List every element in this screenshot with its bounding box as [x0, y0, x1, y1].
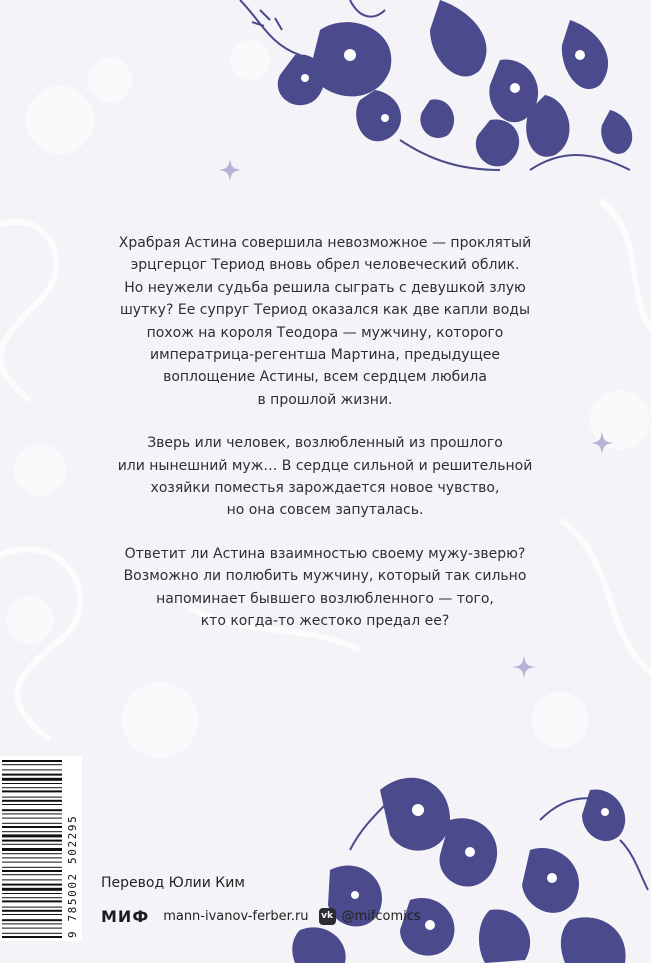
barcode-bar [2, 840, 62, 842]
blurb-paragraph-2 [110, 432, 540, 522]
barcode-bar [2, 870, 62, 872]
barcode-bar [2, 884, 62, 886]
blurb-line: Возможно ли полюбить мужчину, который так сильно [123, 568, 527, 585]
publisher-website[interactable]: mann-ivanov-ferber.ru [163, 908, 309, 924]
barcode-bar [2, 923, 62, 924]
barcode-bar [2, 910, 62, 912]
barcode-bar [2, 933, 62, 934]
barcode-bar [2, 897, 62, 898]
barcode-bar [2, 844, 62, 845]
barcode-bar [2, 888, 62, 891]
barcode-bar [2, 818, 62, 819]
social-handle[interactable]: @mifcomics [341, 908, 421, 924]
barcode-bar [2, 914, 62, 915]
barcode-bar [2, 813, 62, 814]
blurb-paragraph-1 [110, 232, 540, 411]
barcode-bar [2, 893, 62, 894]
barcode-bar [2, 769, 62, 770]
blurb-line: шутку? Ее супруг Териод оказался как две капли воды [119, 302, 531, 319]
barcode-bar [2, 787, 62, 788]
publisher-logo: МИФ [101, 906, 150, 926]
barcode-bar [2, 823, 62, 824]
blurb-line: Ответит ли Астина взаимностью своему мужу-зверю? [124, 545, 526, 562]
barcode-bar [2, 764, 62, 765]
blurb-paragraph-3 [110, 543, 540, 633]
barcode-bar [2, 834, 62, 837]
barcode-bar [2, 853, 62, 854]
translator-credit: Перевод Юлии Ким [101, 875, 245, 891]
barcode-bar [2, 862, 62, 863]
barcode-bars [0, 756, 64, 941]
barcode-bar [2, 831, 62, 832]
barcode-bar [2, 804, 62, 805]
blurb-line: хозяйки поместья зарождается новое чувство, [150, 480, 500, 497]
barcode-bar [2, 928, 62, 929]
barcode-bar [2, 900, 62, 902]
publisher-footer [101, 904, 421, 928]
barcode-bar [2, 857, 62, 858]
barcode-bar [2, 797, 62, 798]
blurb-line: в прошлой жизни. [257, 391, 393, 408]
barcode-bar [2, 809, 62, 811]
barcode-bar [2, 783, 62, 784]
blurb-line: или нынешний муж… В сердце сильной и решительной [117, 457, 533, 474]
barcode-bar [2, 790, 62, 792]
blurb-line: кто когда-то жестоко предал ее? [200, 613, 450, 630]
blurb-line: императрица-регентша Мартина, предыдущее [149, 347, 500, 364]
barcode-bar [2, 774, 62, 776]
barcode-bar [2, 867, 62, 868]
vk-icon[interactable]: vk [319, 908, 336, 925]
barcode-bar [2, 826, 62, 828]
isbn-digits: 9 785002 502295 [66, 814, 79, 938]
sparkle-icon [512, 655, 536, 679]
blurb-line: напоминает бывшего возлюбленного — того, [156, 590, 494, 607]
barcode-bar [2, 800, 62, 802]
barcode-bar [2, 848, 62, 851]
barcode-bar [2, 760, 62, 762]
floral-ornament-bottom [290, 760, 651, 963]
blurb-line: воплощение Астины, всем сердцем любила [163, 369, 487, 386]
sparkle-icon [590, 431, 614, 455]
blurb-line: Храбрая Астина совершила невозможное — проклятый [118, 235, 532, 251]
back-cover-blurb [110, 232, 540, 654]
blurb-line: но она совсем запуталась. [226, 502, 424, 519]
blurb-line: похож на короля Теодора — мужчину, которого [146, 324, 504, 341]
barcode-bar [2, 936, 62, 938]
barcode-bar [2, 879, 62, 880]
barcode-bar [2, 907, 62, 908]
barcode-bar [2, 919, 62, 921]
floral-ornament-top [200, 0, 651, 190]
sparkle-icon [218, 158, 242, 182]
barcode-bar [2, 874, 62, 875]
barcode-bar [2, 778, 62, 781]
blurb-line: Но неужели судьба решила сыграть с девушкой злую [124, 279, 526, 296]
blurb-line: Зверь или человек, возлюбленный из прошлого [147, 435, 503, 452]
blurb-line: эрцгерцог Териод вновь обрел человеческий облик. [130, 257, 520, 274]
